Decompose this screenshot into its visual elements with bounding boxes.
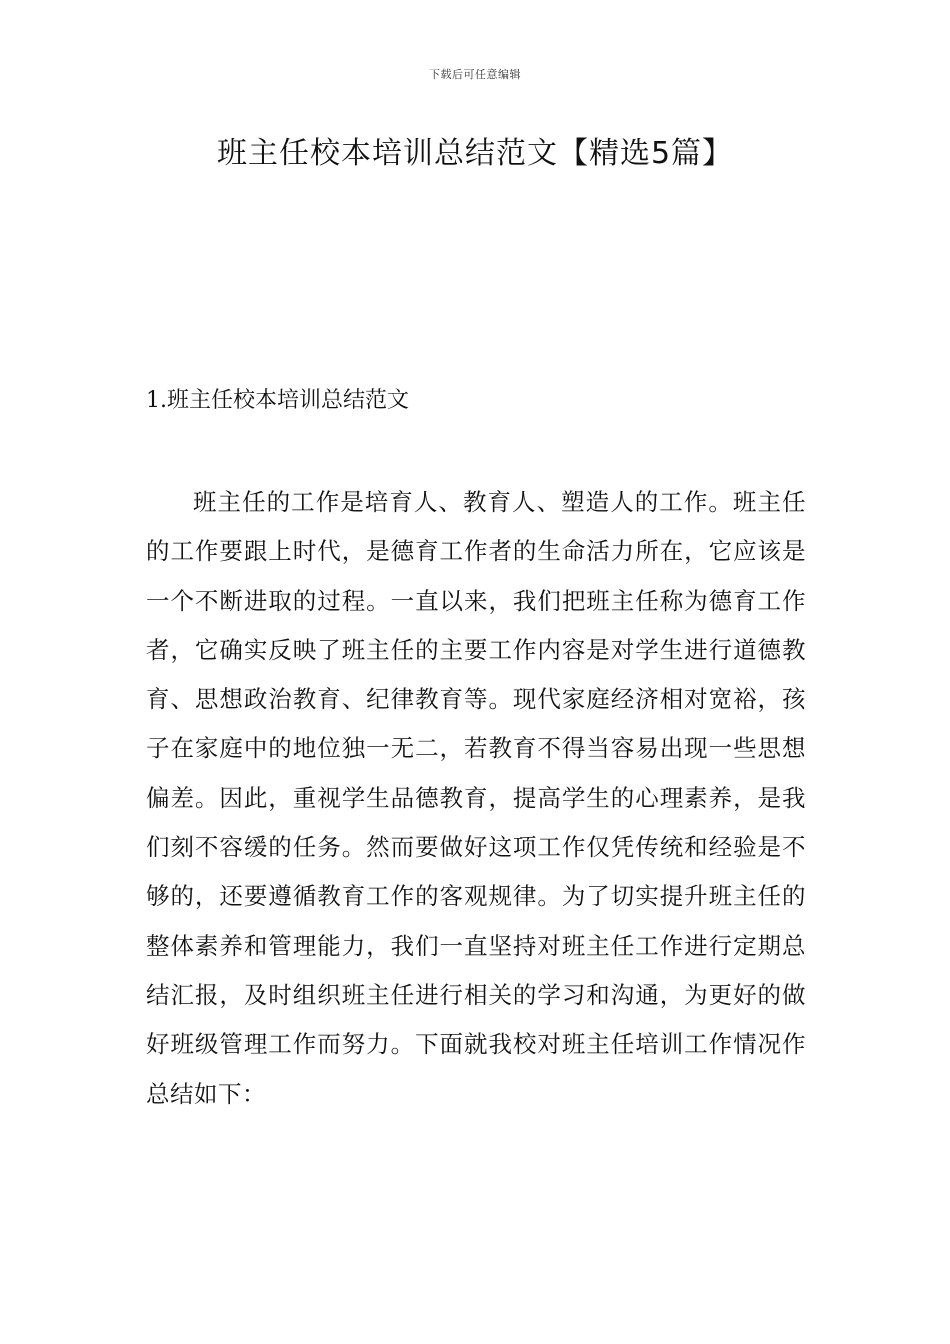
- document-title: 班主任校本培训总结范文【精选5篇】: [216, 136, 734, 171]
- header-note: 下载后可任意编辑: [429, 68, 521, 81]
- body-paragraph: 班主任的工作是培育人、教育人、塑造人的工作。班主任的工作要跟上时代，是德育工作者的生命活力所在，它应该是一个不断进取的过程。一直以来，我们把班主任称为德育工作者，它确实反映了班主任的主要工作内容是对学生进行道德教育、思想政治教育、纪律教育等。现代家庭经济相对宽裕，孩子在家庭中的地位独一无二，若教育不得当容易出现一些思想偏差。因此，重视学生品德教育，提高学生的心理素养，是我们刻不容缓的任务。然而要做好这项工作仅凭传统和经验是不够的，还要遵循教育工作的客观规律。为了切实提升班主任的整体素养和管理能力，我们一直坚持对班主任工作进行定期总结汇报，及时组织班主任进行相关的学习和沟通，为更好的做好班级管理工作而努力。下面就我校对班主任培训工作情况作总结如下：: [146, 488, 806, 1108]
- section-heading: 1.班主任校本培训总结范文: [146, 388, 409, 413]
